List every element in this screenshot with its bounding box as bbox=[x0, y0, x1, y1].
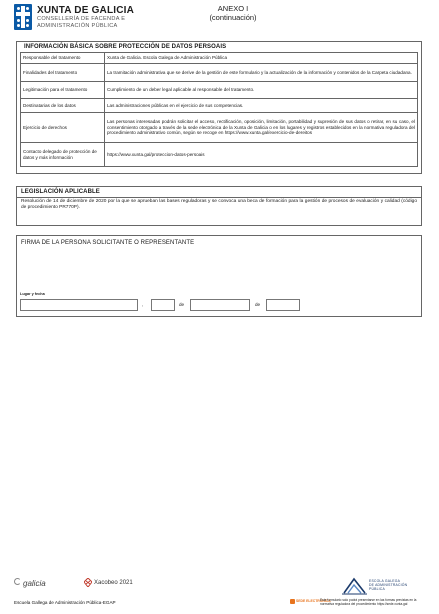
row-value: Las administraciones públicas en el ejercicio de sus competencias. bbox=[105, 99, 418, 113]
department-line-1: CONSELLERÍA DE FACENDA E bbox=[37, 16, 126, 22]
data-protection-table bbox=[20, 52, 418, 167]
egap-logo bbox=[342, 575, 427, 597]
row-value: Las personas interesadas podrán solicitar el acceso, rectificación, oposición, limitación, portabilidad y supresión de sus datos o retirar, en su caso, el consentimiento otorgado a través de la sede electrónica de la Xunta de Galicia o en los lugares y registros establecidos en la normativa reguladora del procedimiento administrativo común, según se recoge en https://www.xunta.gal/exercicio-de-dereitos bbox=[105, 113, 418, 143]
row-value: https://www.xunta.gal/proteccion-datos-persoais bbox=[105, 143, 418, 167]
de-separator-2: de bbox=[255, 302, 261, 307]
brand-name: XUNTA DE GALICIA bbox=[37, 5, 135, 16]
legislation-text: Resolución de 14 de diciembre de 2020 por la que se aprueban las bases reguladoras y se convoca una beca de formación para la gestión de procesos de evaluación y calidad (código de procedimiento PR770P). bbox=[21, 199, 417, 210]
year-field[interactable] bbox=[266, 299, 300, 311]
signature-title: FIRMA DE LA PERSONA SOLICITANTE O REPRESENTANTE bbox=[21, 240, 195, 246]
egap-line-1: ESCOLA GALEGA bbox=[369, 579, 401, 583]
row-value: La tramitación administrativa que se derive de la gestión de este formulario y la actualización de la información y contenidos de la Carpeta ciudadana. bbox=[105, 64, 418, 82]
xunta-flag-icon bbox=[14, 4, 32, 30]
day-field[interactable] bbox=[151, 299, 175, 311]
place-date-label: Lugar y fecha bbox=[20, 292, 45, 296]
row-key: Destinatarias de los datos bbox=[21, 99, 105, 113]
place-field[interactable] bbox=[20, 299, 138, 311]
comma-separator: , bbox=[142, 302, 144, 307]
sede-link[interactable]: SEDE ELECTRÓNICA bbox=[296, 599, 331, 603]
egap-line-3: PÚBLICA bbox=[369, 587, 385, 591]
footer-school-name: Escuela Gallega de Administración Pública-EGAP bbox=[14, 600, 116, 605]
table-row bbox=[21, 64, 418, 82]
xacobeo-wordmark: Xacobeo 2021 bbox=[94, 580, 133, 586]
footer-logos bbox=[14, 575, 425, 599]
table-row bbox=[21, 99, 418, 113]
annex-subtitle: (continuación) bbox=[209, 13, 257, 22]
de-separator-1: de bbox=[179, 302, 185, 307]
legislation-title: LEGISLACIÓN APLICABLE bbox=[21, 189, 100, 195]
row-value: Xunta de Galicia. Escola Galega de Administración Pública bbox=[105, 53, 418, 64]
row-key: Finalidades del tratamento bbox=[21, 64, 105, 82]
data-protection-section bbox=[16, 41, 422, 174]
department-line-2: ADMINISTRACIÓN PÚBLICA bbox=[37, 22, 118, 29]
row-value: Cumplimiento de un deber legal aplicable al responsable del tratamento. bbox=[105, 82, 418, 99]
xunta-logo bbox=[14, 4, 134, 30]
annex-heading bbox=[188, 4, 278, 22]
row-key: Contacto delegado de protección de datos y más información bbox=[21, 143, 105, 167]
table-row bbox=[21, 82, 418, 99]
row-key: Ejercicio de derechos bbox=[21, 113, 105, 143]
egap-emblem-icon bbox=[342, 576, 367, 596]
data-protection-title: INFORMACIÓN BÁSICA SOBRE PROTECCIÓN DE DATOS PERSOAIS bbox=[24, 44, 227, 50]
table-row bbox=[21, 143, 418, 167]
table-row bbox=[21, 113, 418, 143]
table-row bbox=[21, 53, 418, 64]
xacobeo-shell-icon bbox=[84, 578, 92, 587]
annex-title: ANEXO I bbox=[217, 4, 249, 13]
sede-icon bbox=[290, 599, 295, 604]
month-field[interactable] bbox=[190, 299, 250, 311]
page-header bbox=[14, 4, 425, 38]
sede-note: Este formulario solo podrá presentarse en las formas previstas en la normativa reguladora del procedimiento https://sede.xunta.gal bbox=[320, 598, 417, 606]
galicia-swirl-icon bbox=[14, 578, 21, 585]
galicia-wordmark: galicia bbox=[23, 579, 46, 588]
row-key: Responsable del tratamento bbox=[21, 53, 105, 64]
egap-line-2: DE ADMINISTRACIÓN bbox=[369, 583, 408, 587]
legislation-section bbox=[16, 186, 422, 226]
signature-section bbox=[16, 235, 422, 317]
row-key: Legitimación para el tratamento bbox=[21, 82, 105, 99]
